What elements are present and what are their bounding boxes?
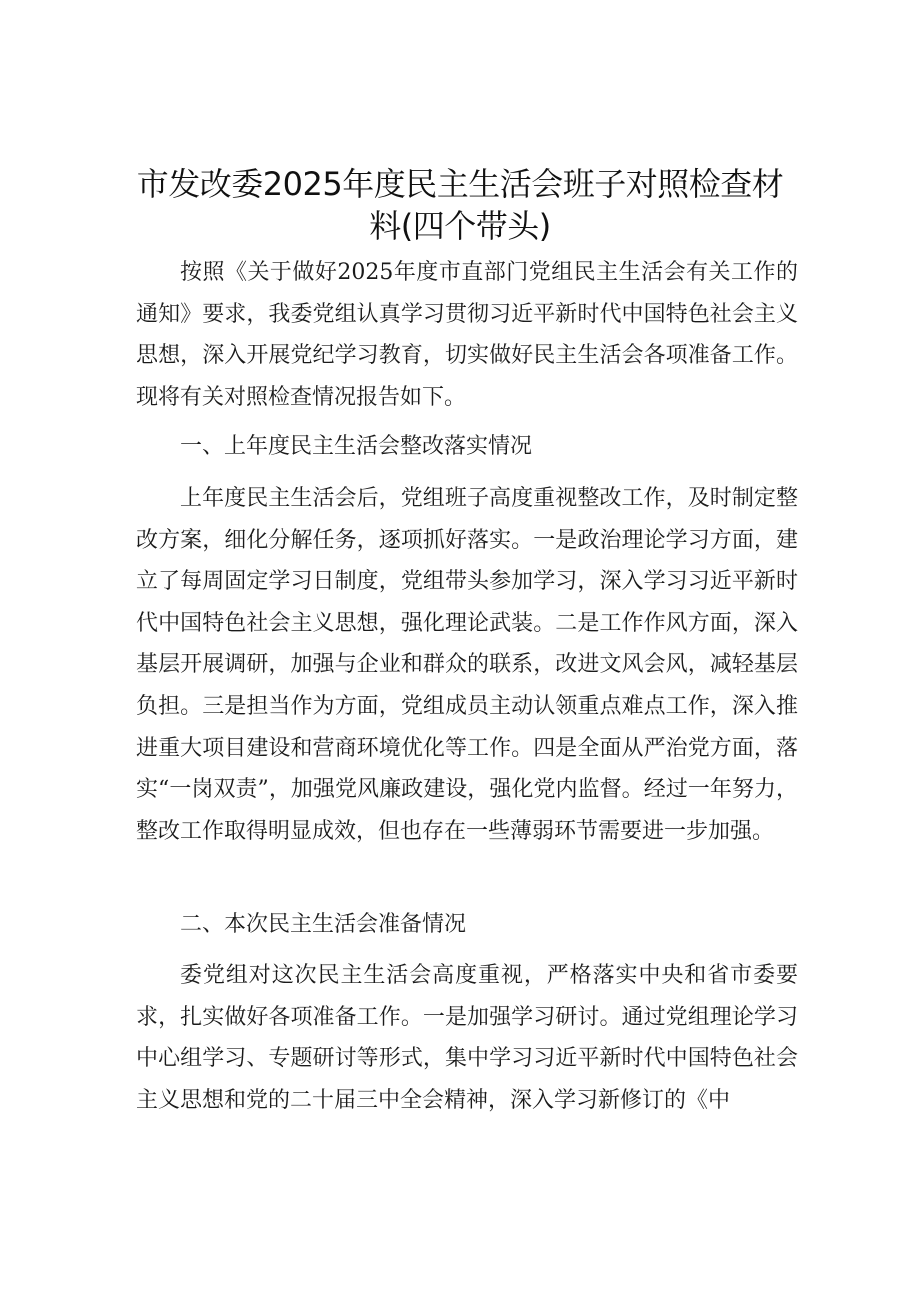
section-1-paragraph: 上年度民主生活会后，党组班子高度重视整改工作，及时制定整改方案，细化分解任务，逐项抓好落实。一是政治理论学习方面，建立了每周固定学习日制度，党组带头参加学习，深入学习习近平新时代中国特色社会主义思想，强化理论武装。二是工作作风方面，深入基层开展调研，加强与企业和群众的联系，改进文风会风，减轻基层负担。三是担当作为方面，党组成员主动认领重点难点工作，深入推进重大项目建设和营商环境优化等工作。四是全面从严治党方面，落实“一岗双责”，加强党风廉政建设，强化党内监督。经过一年努力，整改工作取得明显成效，但也存在一些薄弱环节需要进一步加强。 — [136, 486, 798, 844]
intro-paragraph: 按照《关于做好2025年度市直部门党组民主生活会有关工作的通知》要求，我委党组认真学习贯彻习近平新时代中国特色社会主义思想，深入开展党纪学习教育，切实做好民主生活会各项准备工作。现将有关对照检查情况报告如下。 — [136, 260, 798, 410]
document-title: 市发改委2025年度民主生活会班子对照检查材料(四个带头) — [136, 165, 784, 245]
section-2-paragraph: 委党组对这次民主生活会高度重视，严格落实中央和省市委要求，扎实做好各项准备工作。一是加强学习研讨。通过党组理论学习中心组学习、专题研讨等形式，集中学习习近平新时代中国特色社会主义思想和党的二十届三中全会精神，深入学习新修订的《中 — [136, 963, 798, 1113]
section-1-heading: 一、上年度民主生活会整改落实情况 — [180, 434, 533, 459]
section-2-heading: 二、本次民主生活会准备情况 — [180, 912, 467, 937]
